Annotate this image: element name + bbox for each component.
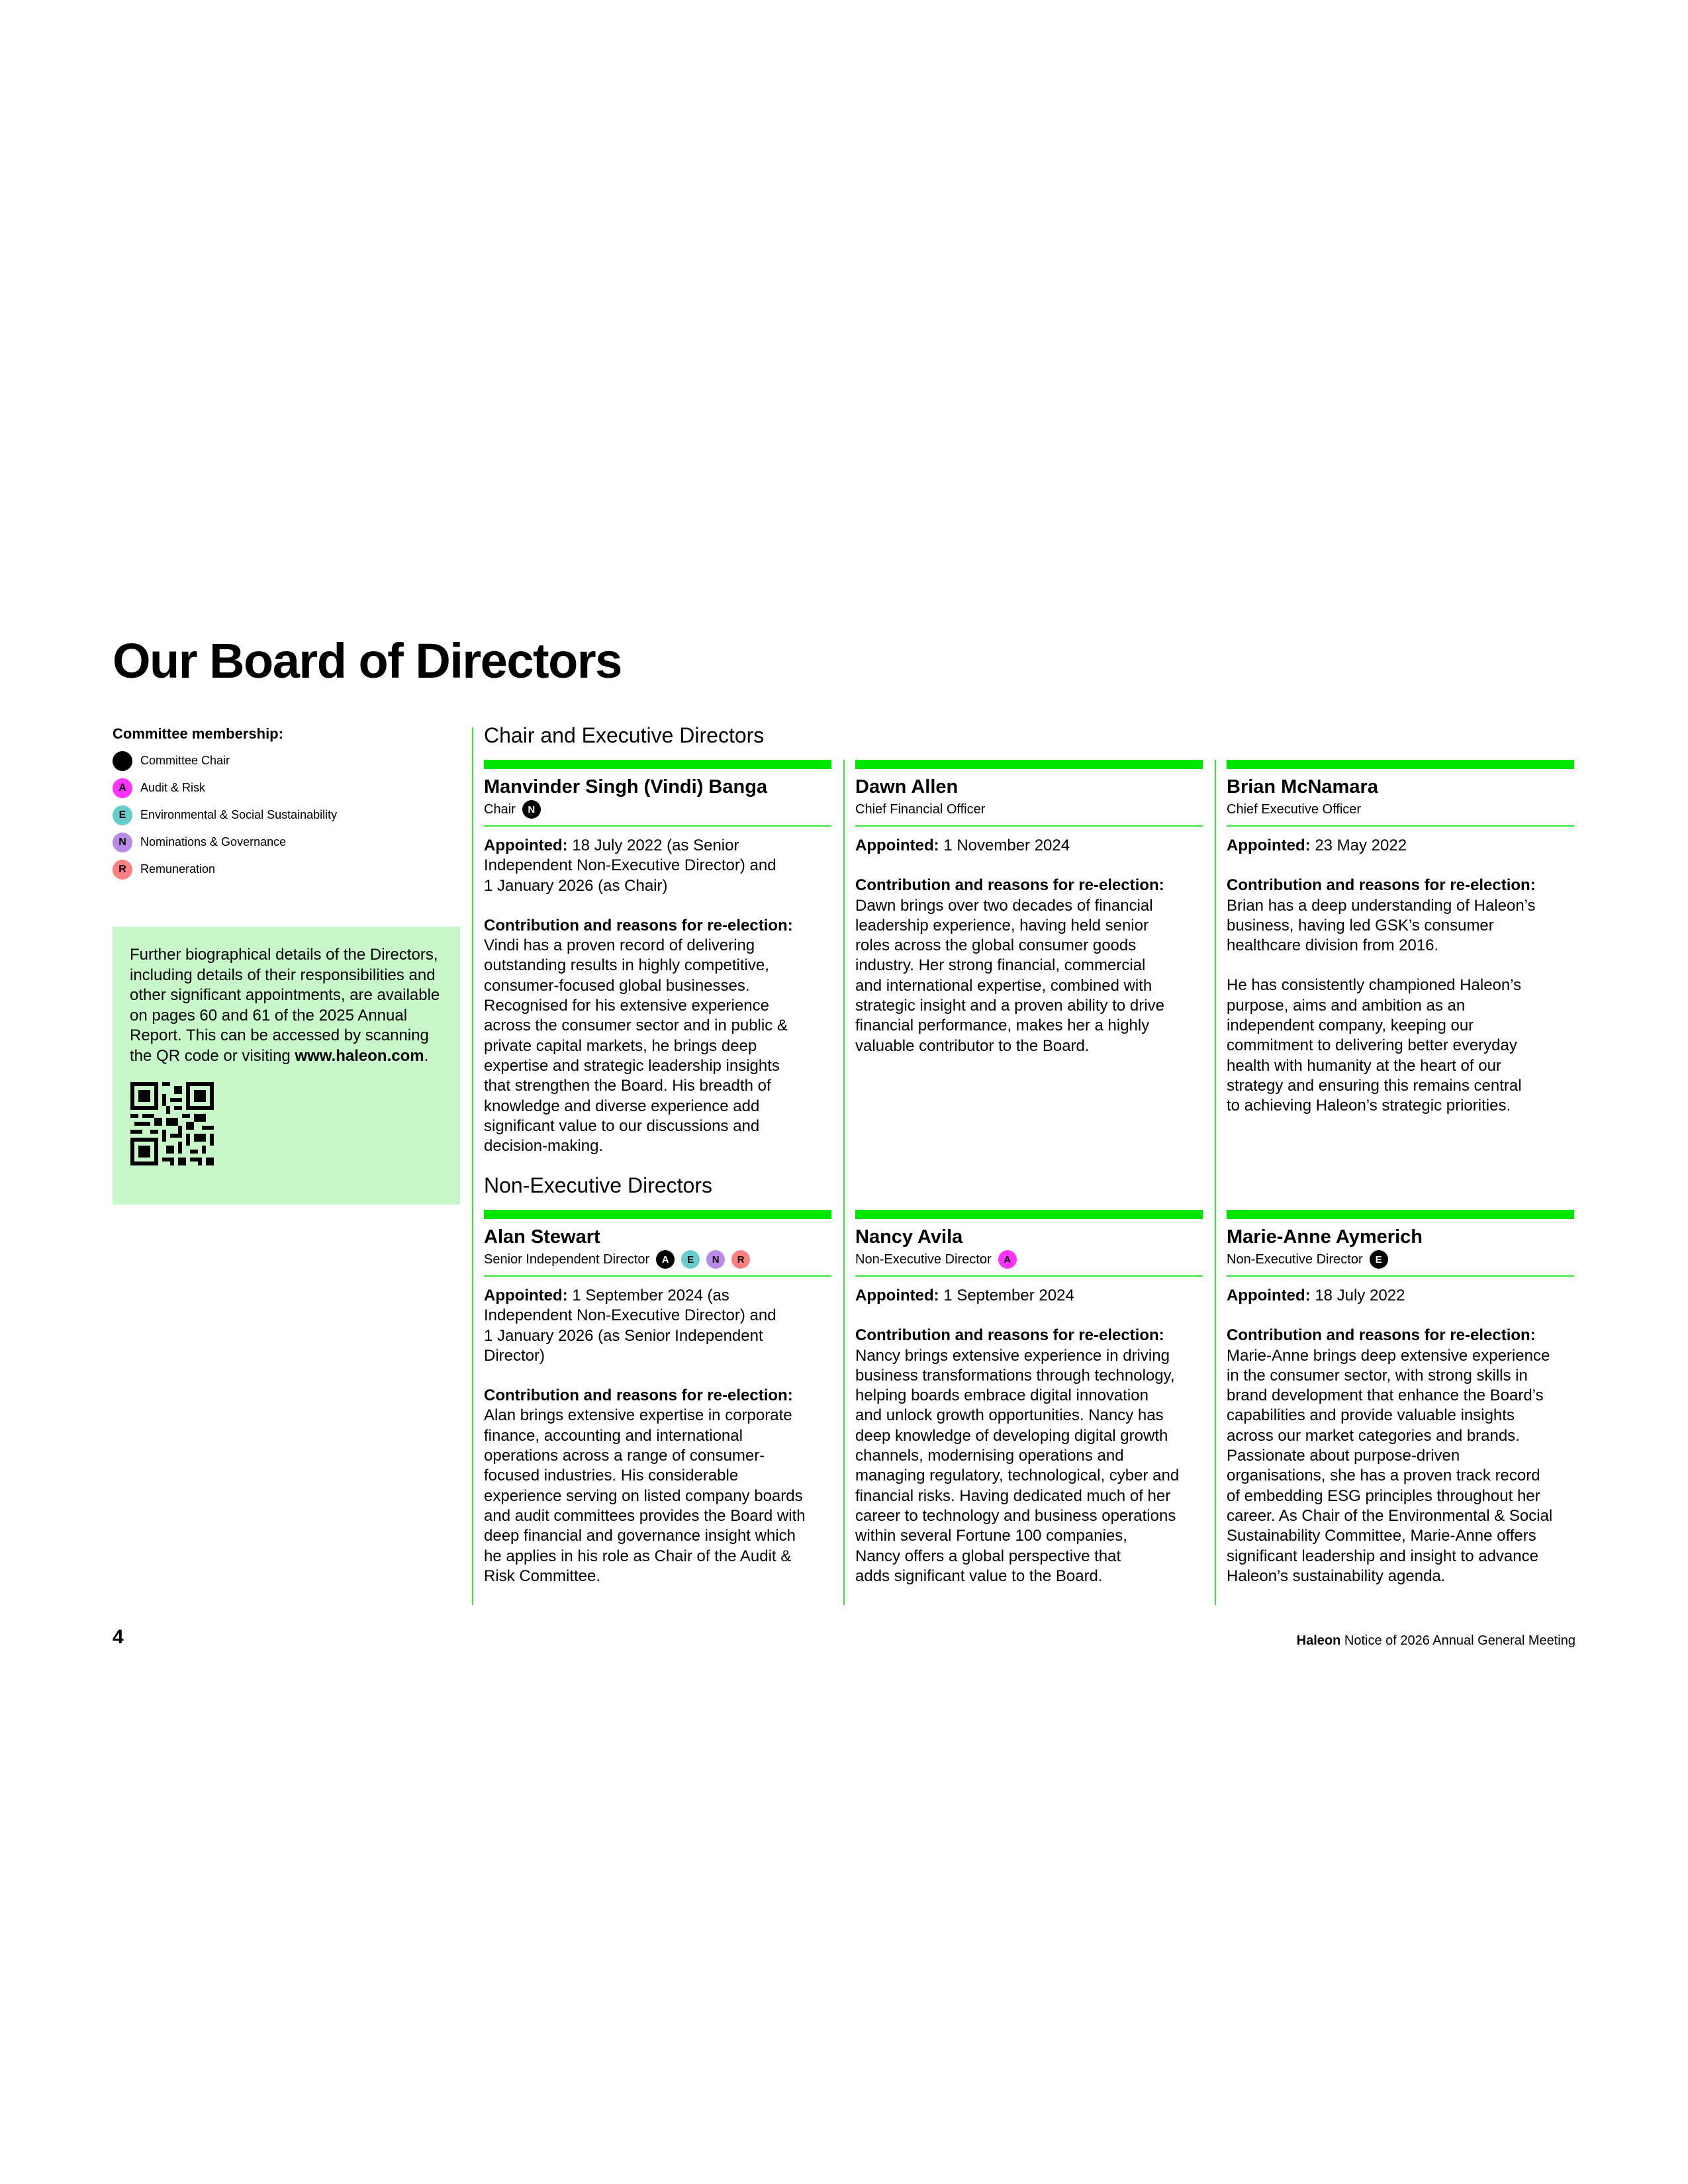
director-role: Chair xyxy=(484,801,516,817)
committee-chair-dot-icon xyxy=(113,751,132,771)
legend-item-environmental-social xyxy=(113,801,457,829)
appointed-text: Appointed: 18 July 2022 xyxy=(1227,1287,1405,1304)
director-role: Senior Independent Director xyxy=(484,1251,650,1267)
column-divider xyxy=(472,727,473,1605)
contribution-text-continued: He has consistently championed Haleon’s purpose, aims and ambition as an independent company, keeping our commitment to delivering better everyday health with humanity at the heart of our strategy and ensuring this remains central to achieving Haleon’s strategic priorities. xyxy=(1227,976,1522,1115)
legend-label: Audit & Risk xyxy=(140,781,206,794)
director-card-aymerich xyxy=(1227,1210,1574,1586)
further-details-box xyxy=(113,927,460,1205)
director-role-row xyxy=(1227,1249,1574,1270)
environmental-badge-icon: E xyxy=(113,805,132,825)
website-link[interactable]: www.haleon.com xyxy=(295,1046,424,1065)
nominations-badge-icon: N xyxy=(113,833,132,852)
audit-chair-badge-icon: A xyxy=(656,1250,675,1269)
card-accent-bar xyxy=(1227,1210,1574,1219)
appointed-text: Appointed: 23 May 2022 xyxy=(1227,837,1407,854)
director-role-row xyxy=(1227,799,1574,820)
card-accent-bar xyxy=(1227,760,1574,769)
environmental-chair-badge-icon: E xyxy=(1370,1250,1388,1269)
card-divider xyxy=(855,825,1203,827)
director-name: Alan Stewart xyxy=(484,1226,600,1248)
legend-label: Nominations & Governance xyxy=(140,835,287,848)
director-card-banga xyxy=(484,760,831,1156)
card-accent-bar xyxy=(484,760,831,769)
director-card-stewart xyxy=(484,1210,831,1586)
director-card-allen xyxy=(855,760,1203,1056)
committee-badges xyxy=(998,1250,1017,1269)
director-role-row xyxy=(855,799,1203,820)
contribution-text: Contribution and reasons for re-election: Marie-Anne brings deep extensive experience in the consumer sector, with strong skills in brand development that enhance the Board’s capabilities and provide valuable insights across our market categories and brands. Passionate about purpose-driven organisations, she has a proven track record of embedding ESG principles throughout her career. As Chair of the Environmental & Social Sustainability Committee, Marie-Anne offers significant leadership and insight to advance Haleon’s sustainability agenda. xyxy=(1227,1326,1553,1585)
legend-item-audit-risk xyxy=(113,774,457,801)
appointed-text: Appointed: 1 September 2024 xyxy=(855,1287,1074,1304)
committee-badges xyxy=(656,1250,750,1269)
audit-risk-badge-icon: A xyxy=(998,1250,1017,1269)
column-divider xyxy=(1215,760,1216,1605)
appointed-text: Appointed: 1 November 2024 xyxy=(855,837,1070,854)
director-role: Non-Executive Director xyxy=(855,1251,992,1267)
director-name: Marie-Anne Aymerich xyxy=(1227,1226,1423,1248)
committee-badges xyxy=(522,800,541,819)
card-divider xyxy=(1227,1275,1574,1277)
legend-item-committee-chair xyxy=(113,747,457,774)
contribution-text: Contribution and reasons for re-election: Alan brings extensive expertise in corporate finance, accounting and international operations across a range of consumer- focused industries. His considerable experience serving on listed company boards and audit committees provides the Board with deep financial and governance insight which he applies in his role as Chair of the Audit & Risk Committee. xyxy=(484,1387,806,1585)
committee-legend xyxy=(113,725,457,883)
director-name: Brian McNamara xyxy=(1227,776,1378,797)
legend-item-remuneration xyxy=(113,856,457,883)
legend-item-nominations-governance xyxy=(113,829,457,856)
footer-brand: Haleon xyxy=(1296,1633,1341,1648)
section-heading-non-executive: Non-Executive Directors xyxy=(484,1173,712,1197)
director-name: Nancy Avila xyxy=(855,1226,963,1248)
contribution-text: Contribution and reasons for re-election: Brian has a deep understanding of Haleon’s business, having led GSK’s consumer healthcare division from 2016. xyxy=(1227,876,1536,955)
legend-title: Committee membership: xyxy=(113,725,283,742)
legend-label: Environmental & Social Sustainability xyxy=(140,808,338,821)
committee-badges xyxy=(1370,1250,1388,1269)
director-name: Manvinder Singh (Vindi) Banga xyxy=(484,776,768,797)
card-accent-bar xyxy=(484,1210,831,1219)
legend-label: Remuneration xyxy=(140,862,216,876)
qr-code-icon[interactable] xyxy=(130,1082,214,1165)
director-role-row xyxy=(484,799,831,820)
director-name: Dawn Allen xyxy=(855,776,959,797)
section-heading-executive: Chair and Executive Directors xyxy=(484,723,765,747)
nominations-badge-icon: N xyxy=(706,1250,725,1269)
page-title: Our Board of Directors xyxy=(113,633,622,688)
contribution-text: Contribution and reasons for re-election: Vindi has a proven record of delivering outstanding results in highly competitive, consumer-focused global businesses. Recognised for his extensive experience across the consumer sector and in public & private capital markets, he brings deep expertise and strategic leadership insights that strengthen the Board. His breadth of knowledge and diverse experience add significant value to our discussions and decision-making. xyxy=(484,916,793,1156)
appointed-text: Appointed: 1 September 2024 (as Independent Non-Executive Director) and 1 January 2026 (as Senior Independent Director) xyxy=(484,1287,776,1365)
contribution-text: Contribution and reasons for re-election: Dawn brings over two decades of financial leadership experience, having held senior roles across the global consumer goods industry. Her strong financial, commercial and international expertise, combined with strategic insight and a proven ability to drive financial performance, makes her a highly valuable contributor to the Board. xyxy=(855,876,1164,1055)
director-role-row xyxy=(484,1249,831,1270)
card-divider xyxy=(484,1275,831,1277)
director-card-avila xyxy=(855,1210,1203,1586)
legend-label: Committee Chair xyxy=(140,754,230,767)
director-role: Non-Executive Director xyxy=(1227,1251,1363,1267)
page-number: 4 xyxy=(113,1626,124,1648)
environmental-badge-icon: E xyxy=(681,1250,700,1269)
remuneration-badge-icon: R xyxy=(113,860,132,880)
card-divider xyxy=(855,1275,1203,1277)
footer-label: Notice of 2026 Annual General Meeting xyxy=(1344,1633,1575,1648)
card-divider xyxy=(484,825,831,827)
director-role-row xyxy=(855,1249,1203,1270)
footer xyxy=(1297,1633,1575,1649)
card-accent-bar xyxy=(855,760,1203,769)
contribution-text: Contribution and reasons for re-election: Nancy brings extensive experience in driving business transformations through technology, helping boards embrace digital innovation and unlock growth opportunities. Nancy has deep knowledge of developing digital growth channels, modernising operations and managing regulatory, technological, cyber and financial risks. Having dedicated much of her career to technology and business operations within several Fortune 100 companies, Nancy offers a global perspective that adds significant value to the Board. xyxy=(855,1326,1180,1585)
further-details-text: Further biographical details of the Directors, including details of their responsibilities and other significant appointments, are available on pages 60 and 61 of the 2025 Annual Report. This can be accessed by scanning the QR code or visiting www.haleon.com. xyxy=(130,946,440,1065)
card-divider xyxy=(1227,825,1574,827)
audit-risk-badge-icon: A xyxy=(113,778,132,798)
director-role: Chief Executive Officer xyxy=(1227,801,1362,817)
card-accent-bar xyxy=(855,1210,1203,1219)
nominations-chair-badge-icon: N xyxy=(522,800,541,819)
remuneration-badge-icon: R xyxy=(731,1250,750,1269)
appointed-text: Appointed: 18 July 2022 (as Senior Independent Non-Executive Director) and 1 January 2026 (as Chair) xyxy=(484,837,776,895)
director-role: Chief Financial Officer xyxy=(855,801,986,817)
director-card-mcnamara xyxy=(1227,760,1574,1116)
column-divider xyxy=(843,760,845,1605)
